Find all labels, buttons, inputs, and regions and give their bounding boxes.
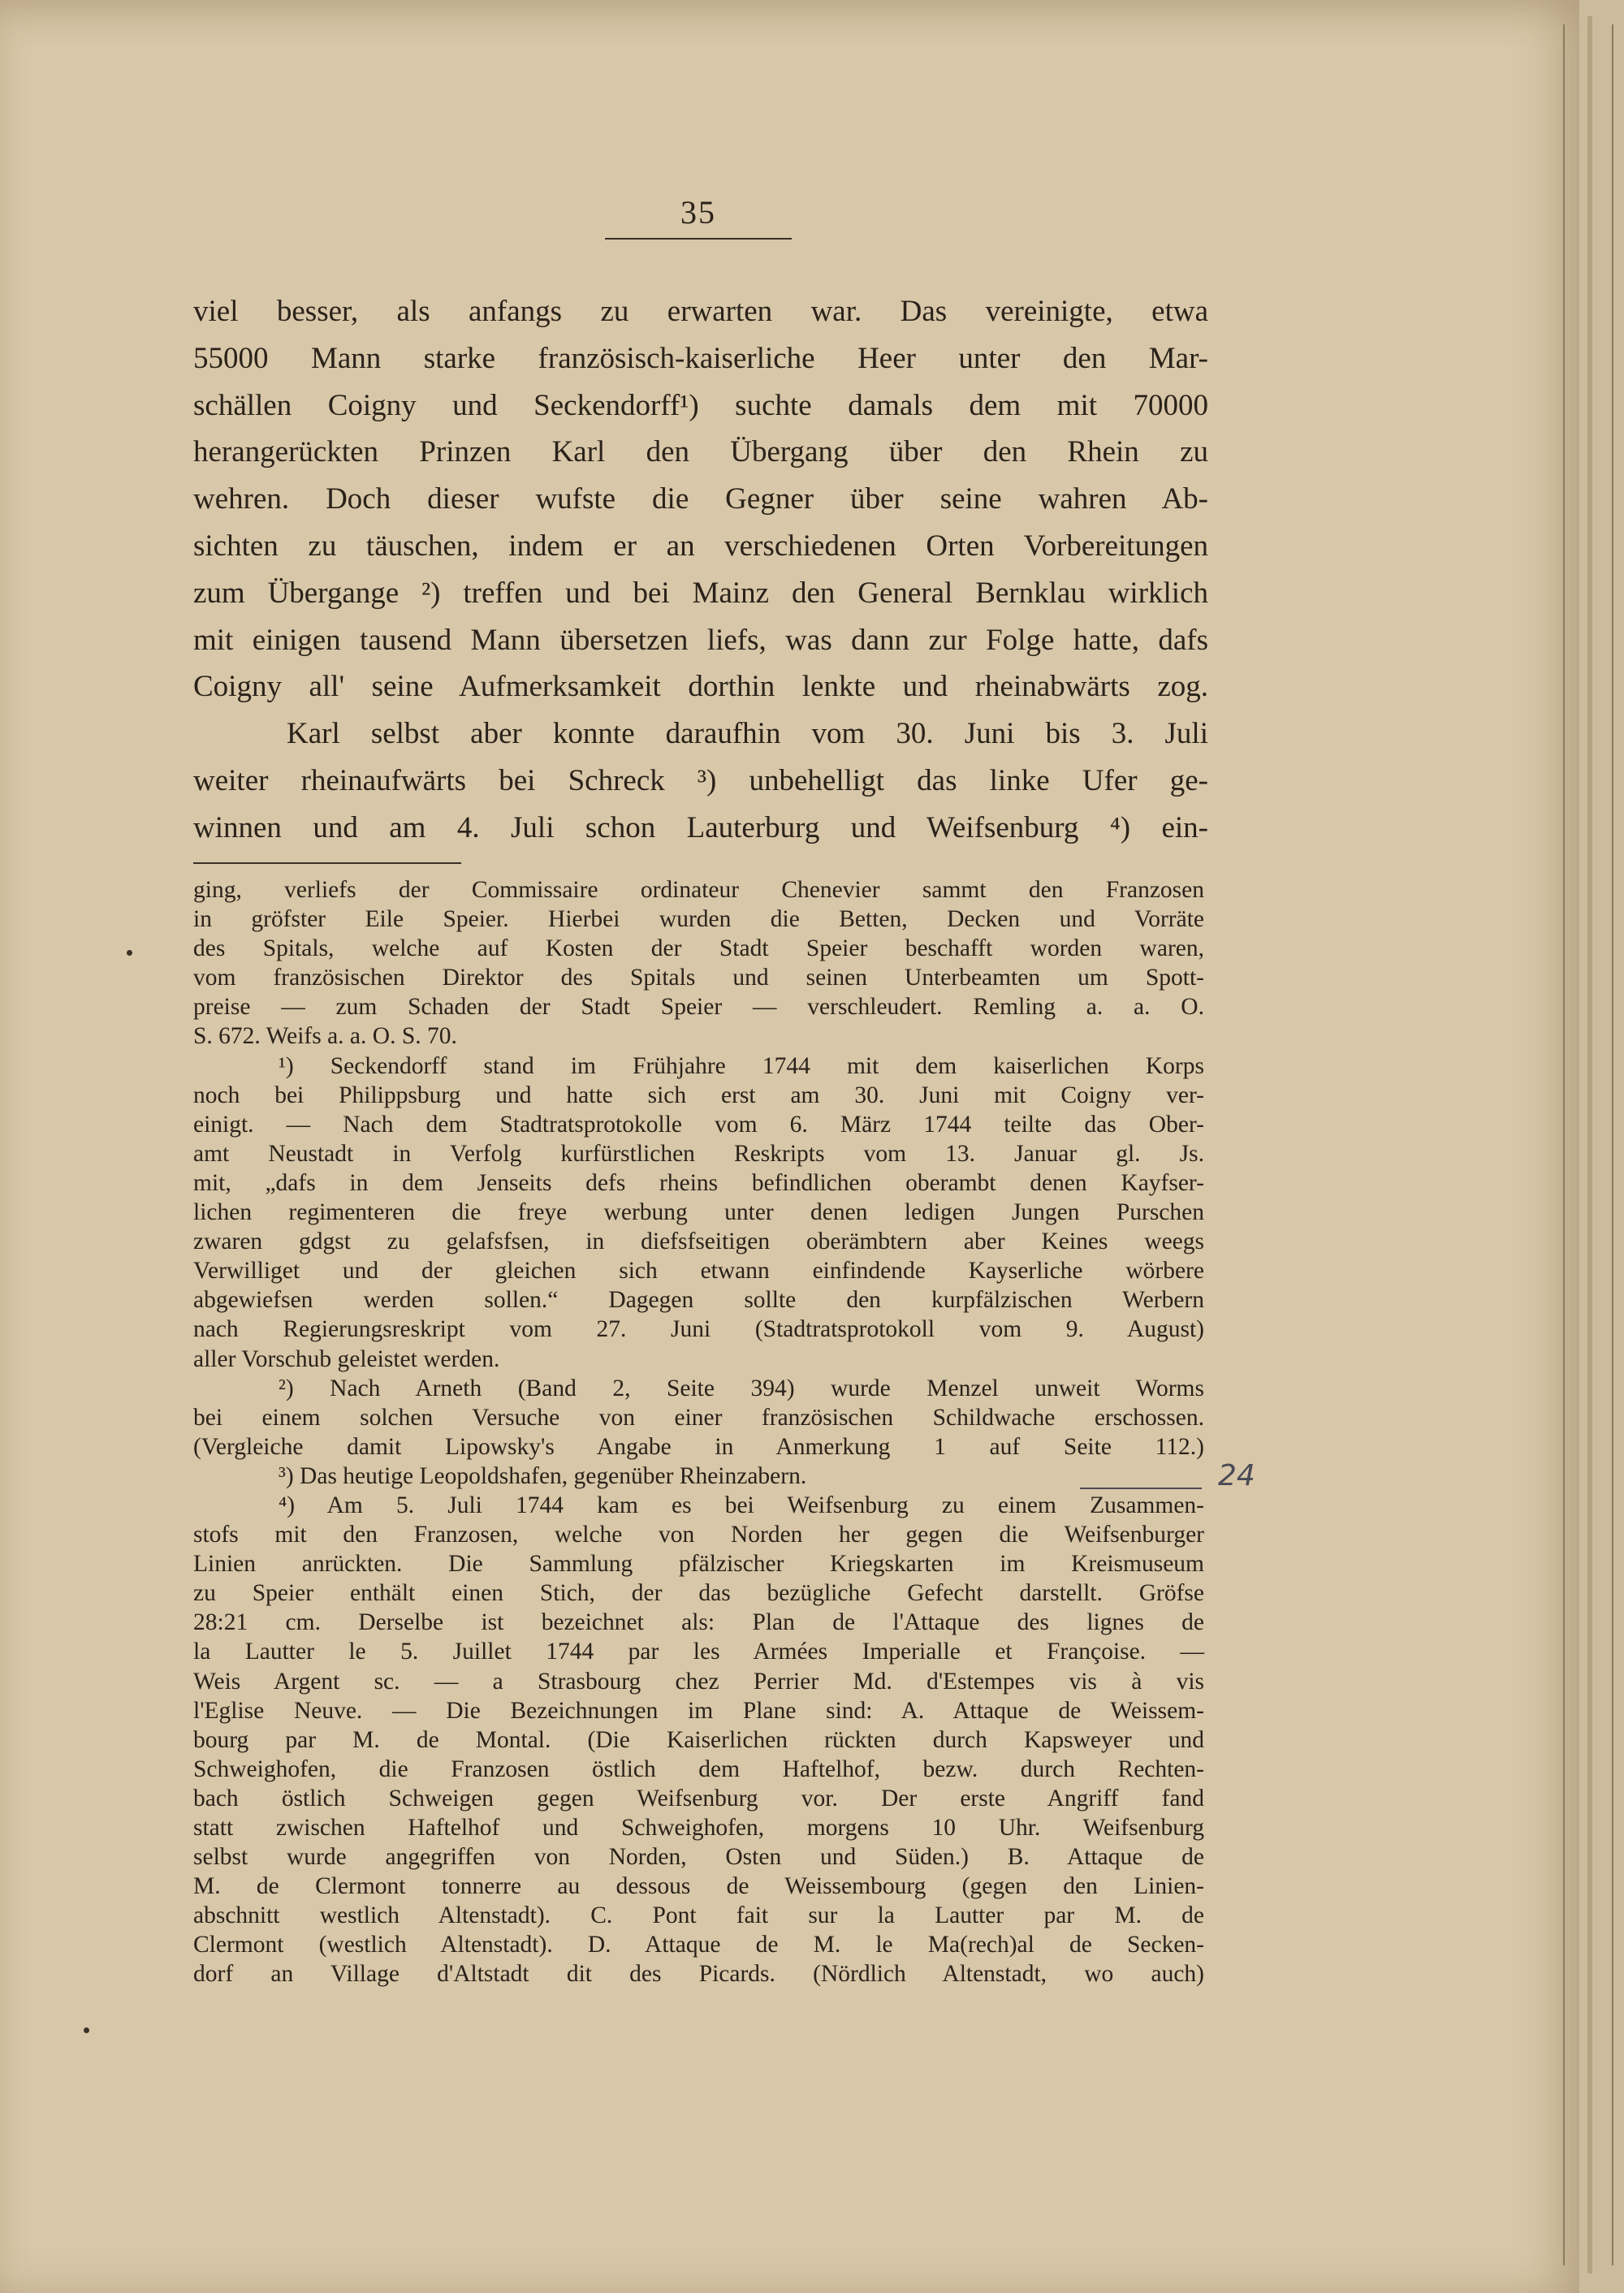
footnote-line: zu Speier enthält einen Stich, der das bezügliche Gefecht darstellt. Gröfse: [193, 1580, 1204, 1607]
footnote-rule: [193, 862, 461, 864]
text-line: winnen und am 4. Juli schon Lauterburg und Weifsenburg ⁴) ein-: [193, 810, 1208, 844]
footnote-line: bei einem solchen Versuche von einer französischen Schildwache erschossen.: [193, 1404, 1204, 1431]
footnote-line: la Lautter le 5. Juillet 1744 par les Armées Imperialle et Françoise. —: [193, 1639, 1204, 1665]
footnote-line: noch bei Philippsburg und hatte sich erst am 30. Juni mit Coigny ver-: [193, 1082, 1204, 1108]
footnote-line: 28:21 cm. Derselbe ist bezeichnet als: Plan de l'Attaque des lignes de: [193, 1609, 1204, 1636]
footnote-line: dorf an Village d'Altstadt dit des Picards. (Nördlich Altenstadt, wo auch): [193, 1961, 1204, 1988]
footnote-line: zwaren gdgst zu gelafsfsen, in diefsfseitigen oberämbtern aber Keines weegs: [193, 1229, 1204, 1255]
footnote-line: bourg par M. de Montal. (Die Kaiserlichen rückten durch Kapsweyer und: [193, 1726, 1204, 1753]
page-number-rule: [605, 238, 792, 240]
footnote-line: ging, verliefs der Commissaire ordinateur Chenevier sammt den Franzosen: [193, 877, 1204, 903]
page-edge: [1587, 16, 1592, 2274]
text-line: weiter rheinaufwärts bei Schreck ³) unbehelligt das linke Ufer ge-: [193, 763, 1208, 797]
footnote-line: abschnitt westlich Altenstadt). C. Pont fait sur la Lautter par M. de: [193, 1902, 1204, 1929]
text-line: wehren. Doch dieser wufste die Gegner über seine wahren Ab-: [193, 482, 1208, 516]
footnote-line: l'Eglise Neuve. — Die Bezeichnungen im Plane sind: A. Attaque de Weissem-: [193, 1697, 1204, 1724]
page-edge-line: [1563, 24, 1565, 2265]
footnote-line: selbst wurde angegriffen von Norden, Osten und Süden.) B. Attaque de: [193, 1844, 1204, 1871]
footnote-line: abgewiefsen werden sollen.“ Dagegen sollte den kurpfälzischen Werbern: [193, 1287, 1204, 1314]
footnote-line: S. 672. Weifs a. a. O. S. 70.: [193, 1023, 457, 1050]
text-line: schällen Coigny und Seckendorff¹) suchte damals dem mit 70000: [193, 388, 1208, 422]
footnote-line: ¹) Seckendorff stand im Frühjahre 1744 mit dem kaiserlichen Korps: [279, 1052, 1204, 1079]
pencil-annotation: 24: [1218, 1459, 1255, 1492]
margin-mark: [127, 950, 132, 956]
footnote-line: statt zwischen Haftelhof und Schweighofen, morgens 10 Uhr. Weifsenburg: [193, 1815, 1204, 1841]
footnote-line: Schweighofen, die Franzosen östlich dem Haftelhof, bezw. durch Rechten-: [193, 1755, 1204, 1782]
footnote-line: in gröfster Eile Speier. Hierbei wurden die Betten, Decken und Vorräte: [193, 906, 1204, 933]
footnote-line: vom französischen Direktor des Spitals und seinen Unterbeamten um Spott-: [193, 965, 1204, 991]
footnote-line: aller Vorschub geleistet werden.: [193, 1345, 500, 1372]
footnote-line: einigt. — Nach dem Stadtratsprotokolle vom 6. März 1744 teilte das Ober-: [193, 1111, 1204, 1138]
footnote-line: nach Regierungsreskript vom 27. Juni (Stadtratsprotokoll vom 9. August): [193, 1316, 1204, 1343]
footnote-line: stofs mit den Franzosen, welche von Norden her gegen die Weifsenburger: [193, 1522, 1204, 1548]
text-line: viel besser, als anfangs zu erwarten war. Das vereinigte, etwa: [193, 295, 1208, 328]
footnote-line: amt Neustadt in Verfolg kurfürstlichen Reskripts vom 13. Januar gl. Js.: [193, 1140, 1204, 1167]
footnote-line: mit, „dafs in dem Jenseits defs rheins befindlichen oberambt denen Kayfser-: [193, 1169, 1204, 1196]
footnote-line: Linien anrückten. Die Sammlung pfälzischer Kriegskarten im Kreismuseum: [193, 1551, 1204, 1578]
footnotes: [193, 875, 1204, 1989]
footnote-line: Clermont (westlich Altenstadt). D. Attaque de M. le Ma(rech)al de Secken-: [193, 1932, 1204, 1958]
footnote-line: bach östlich Schweigen gegen Weifsenburg vor. Der erste Angriff fand: [193, 1785, 1204, 1812]
margin-mark: [84, 2027, 89, 2033]
text-line: mit einigen tausend Mann übersetzen liefs, was dann zur Folge hatte, dafs: [193, 623, 1208, 657]
footnote-line: (Vergleiche damit Lipowsky's Angabe in Anmerkung 1 auf Seite 112.): [193, 1433, 1204, 1460]
page-edge-line: [1612, 24, 1613, 2265]
footnote-line: lichen regimenteren die freye werbung unter denen ledigen Jungen Purschen: [193, 1199, 1204, 1226]
text-line: 55000 Mann starke französisch-kaiserliche Heer unter den Mar-: [193, 341, 1208, 375]
main-text: [193, 288, 1208, 852]
footnote-line: ³) Das heutige Leopoldshafen, gegenüber Rheinzabern.: [279, 1462, 807, 1489]
pencil-strike: [1080, 1488, 1202, 1489]
footnote-line: des Spitals, welche auf Kosten der Stadt Speier beschafft worden waren,: [193, 935, 1204, 962]
footnote-line: M. de Clermont tonnerre au dessous de Weissembourg (gegen den Linien-: [193, 1873, 1204, 1900]
footnote-line: ²) Nach Arneth (Band 2, Seite 394) wurde Menzel unweit Worms: [279, 1375, 1204, 1401]
footnote-line: Verwilliget und der gleichen sich etwann einfindende Kayserliche wörbere: [193, 1258, 1204, 1285]
footnote-line: Weis Argent sc. — a Strasbourg chez Perrier Md. d'Estempes vis à vis: [193, 1668, 1204, 1695]
footnote-line: preise — zum Schaden der Stadt Speier — verschleudert. Remling a. a. O.: [193, 994, 1204, 1021]
text-line: Karl selbst aber konnte daraufhin vom 30. Juni bis 3. Juli: [287, 717, 1208, 751]
text-line: Coigny all' seine Aufmerksamkeit dorthin lenkte und rheinabwärts zog.: [193, 670, 1208, 704]
page-number: 35: [680, 194, 716, 231]
footnote-line: ⁴) Am 5. Juli 1744 kam es bei Weifsenburg zu einem Zusammen-: [279, 1492, 1204, 1518]
text-line: sichten zu täuschen, indem er an verschiedenen Orten Vorbereitungen: [193, 529, 1208, 563]
text-line: zum Übergange ²) treffen und bei Mainz den General Bernklau wirklich: [193, 576, 1208, 610]
text-line: herangerückten Prinzen Karl den Übergang über den Rhein zu: [193, 435, 1208, 469]
